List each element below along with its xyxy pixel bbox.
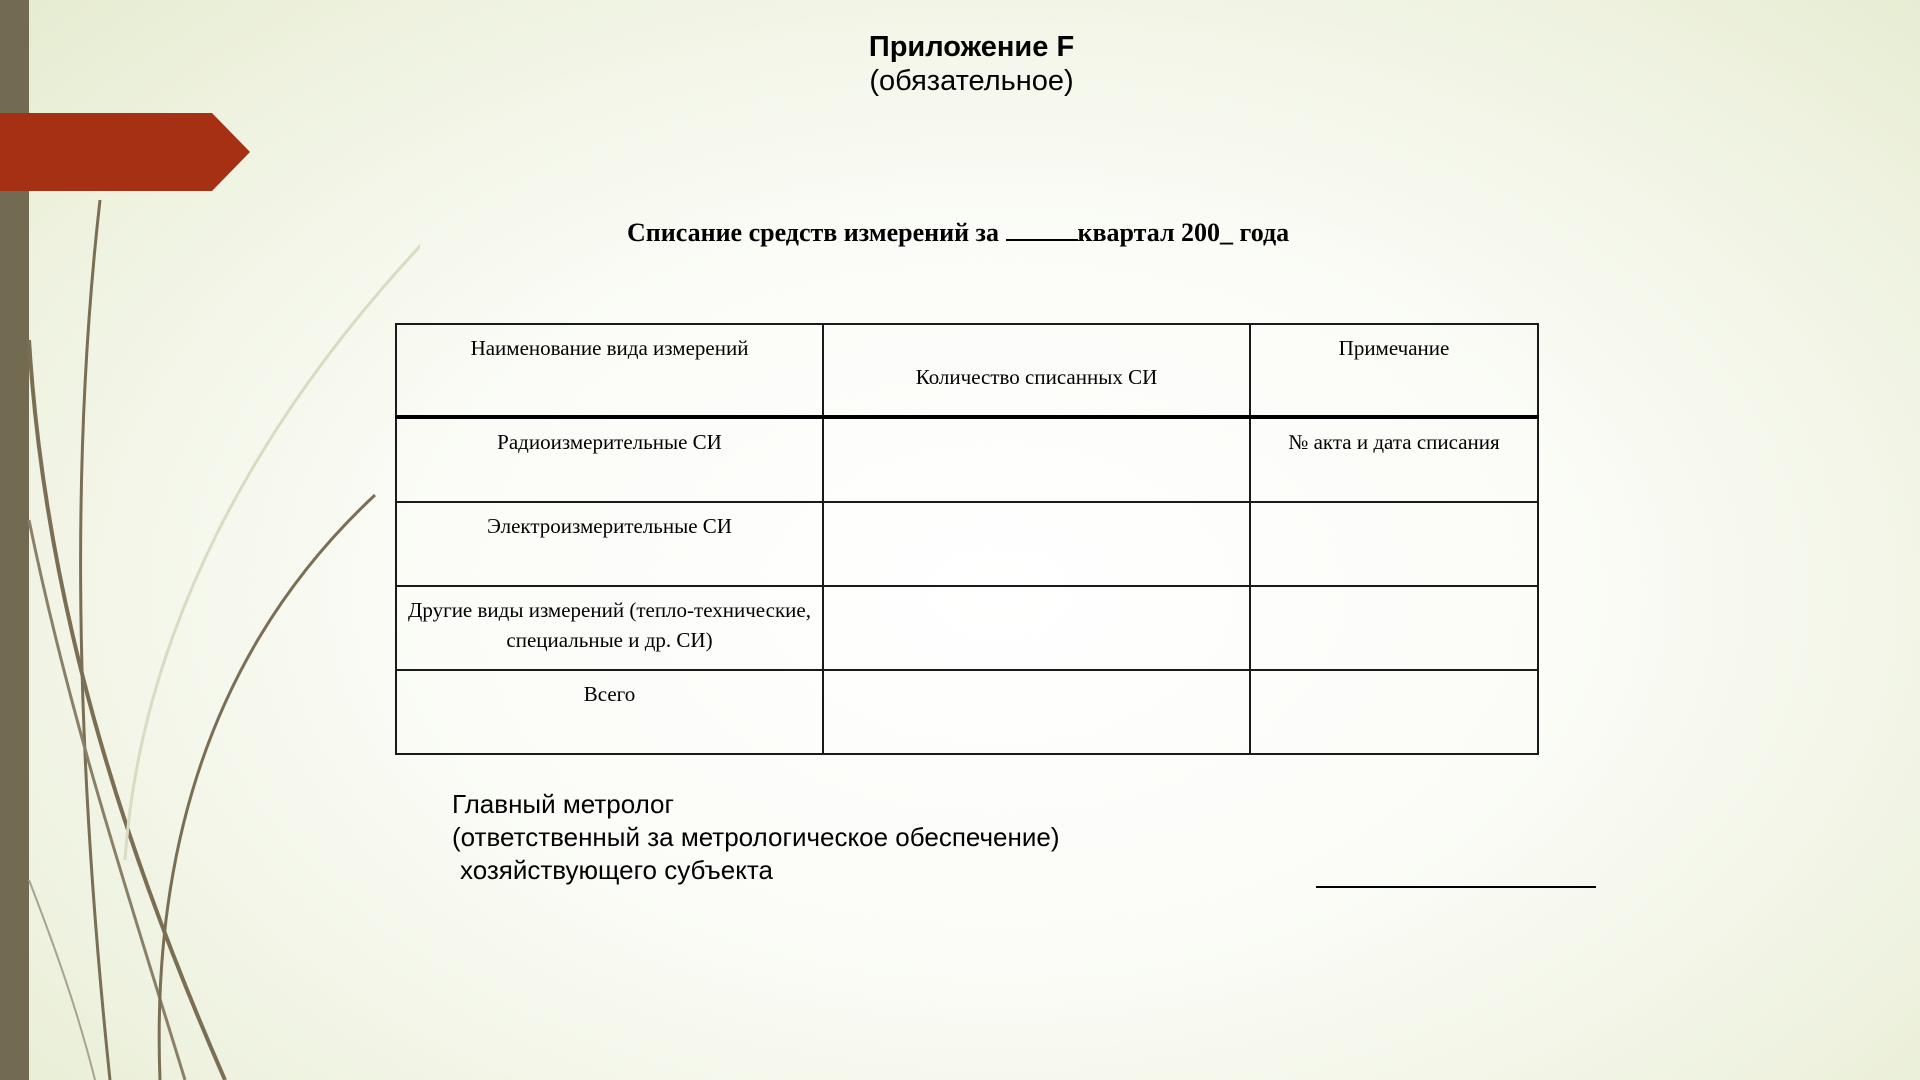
cell-note — [1250, 502, 1538, 586]
cell-quantity — [823, 670, 1250, 754]
header-quantity: Количество списанных СИ — [823, 324, 1250, 417]
accent-arrow-tab — [0, 113, 252, 193]
signature-line-2: (ответственный за метрологическое обеспечение) — [452, 822, 1060, 852]
table-row — [396, 670, 1538, 754]
form-title-suffix: квартал 200_ года — [1077, 218, 1290, 247]
signature-line-3: хозяйствующего субъекта — [460, 855, 773, 885]
cell-type: Электроизмерительные СИ — [396, 502, 823, 586]
signature-block — [452, 788, 1060, 887]
cell-quantity — [823, 502, 1250, 586]
form-title-prefix: Списание средств измерений за — [627, 218, 1006, 247]
cell-note — [1250, 586, 1538, 670]
cell-type: Радиоизмерительные СИ — [396, 417, 823, 502]
cell-type: Другие виды измерений (тепло-технические, специальные и др. СИ) — [396, 586, 823, 670]
cell-note: № акта и дата списания — [1250, 417, 1538, 502]
signature-line-1: Главный метролог — [452, 789, 674, 819]
table-header-row — [396, 324, 1538, 417]
quarter-blank — [1006, 217, 1078, 241]
table-row — [396, 417, 1538, 502]
appendix-title: Приложение F — [868, 31, 1075, 63]
cell-quantity — [823, 586, 1250, 670]
cell-type: Всего — [396, 670, 823, 754]
writeoff-table — [395, 323, 1539, 755]
header-measurement-type: Наименование вида измерений — [396, 324, 823, 417]
appendix-subtitle: (обязательное) — [869, 65, 1074, 97]
appendix-heading — [0, 30, 1920, 98]
signature-blank-line — [1316, 886, 1596, 888]
table-row — [396, 502, 1538, 586]
header-note: Примечание — [1250, 324, 1538, 417]
table-row — [396, 586, 1538, 670]
cell-note — [1250, 670, 1538, 754]
cell-quantity — [823, 417, 1250, 502]
form-title — [627, 216, 1289, 250]
